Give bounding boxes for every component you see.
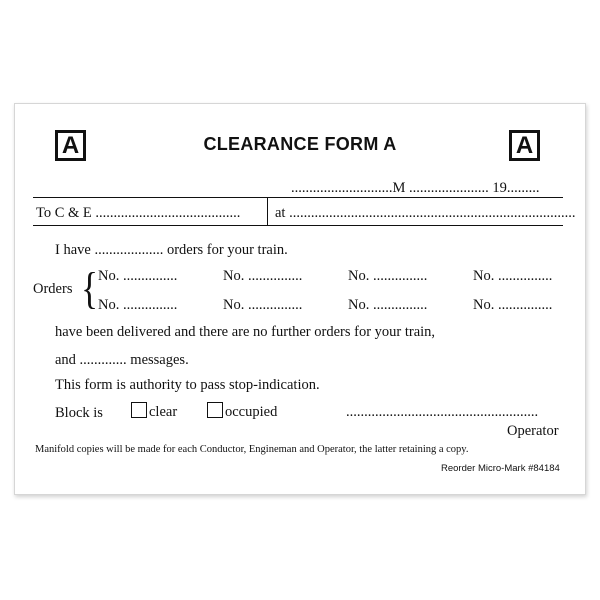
order-number-field[interactable]: No. ............... [348,297,428,313]
order-number-field[interactable]: No. ............... [473,268,553,284]
header-rule-top [33,197,563,198]
order-number-field[interactable]: No. ............... [223,297,303,313]
orders-count-line[interactable]: I have ................... orders for your train. [55,242,288,258]
operator-signature-field[interactable]: ..................................................... [346,404,539,420]
order-number-field[interactable]: No. ............... [348,268,428,284]
order-number-field[interactable]: No. ............... [473,297,553,313]
authority-statement: This form is authority to pass stop-indication. [55,377,320,393]
operator-label: Operator [507,423,559,439]
form-letter-badge-right: A [509,130,540,161]
clear-label: clear [149,404,178,420]
block-clear-option[interactable] [131,402,177,421]
at-field[interactable]: at ............................................................................... [275,205,576,221]
block-occupied-option[interactable] [207,402,277,421]
delivered-statement: have been delivered and there are no further orders for your train, [55,324,436,340]
clear-checkbox[interactable] [131,402,147,418]
occupied-checkbox[interactable] [207,402,223,418]
messages-line[interactable]: and ............. messages. [55,352,189,368]
clearance-form-card [14,103,586,495]
date-line: ............................M ...................... 19......... [291,180,540,196]
reorder-note: Reorder Micro-Mark #84184 [441,463,560,474]
block-label: Block is [55,405,103,421]
order-number-field[interactable]: No. ............... [223,268,303,284]
header-rule-bottom [33,225,563,226]
occupied-label: occupied [225,404,278,420]
form-letter-badge-left: A [55,130,86,161]
to-c-and-e-field[interactable]: To C & E ........................................ [36,205,241,221]
header-divider [267,197,268,225]
order-number-field[interactable]: No. ............... [98,268,178,284]
form-title: CLEARANCE FORM A [203,134,397,154]
orders-label: Orders [33,281,73,297]
manifold-note: Manifold copies will be made for each Conductor, Engineman and Operator, the latter retaining a copy. [35,444,469,455]
order-number-field[interactable]: No. ............... [98,297,178,313]
orders-brace-icon: { [81,264,99,313]
